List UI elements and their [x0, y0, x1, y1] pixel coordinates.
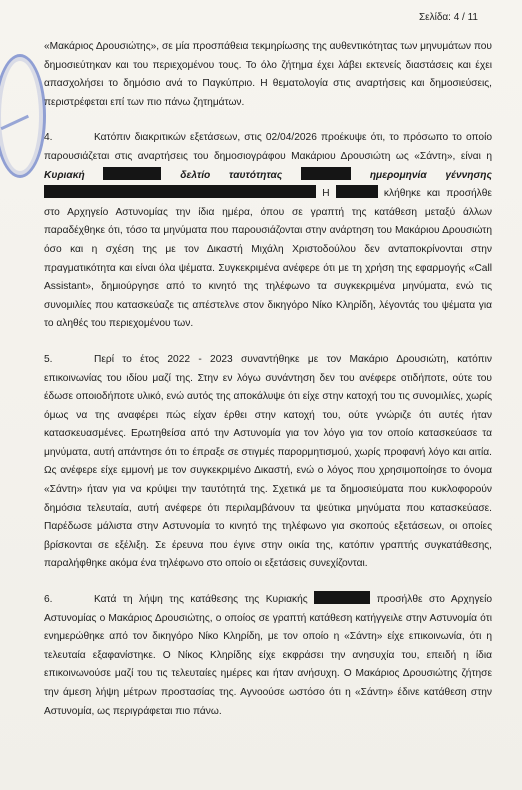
- redaction-block: [301, 167, 351, 180]
- paragraph-number: 4.: [44, 132, 53, 144]
- paragraph-4-text-a: Κατόπιν διακριτικών εξετάσεων, στις 02/04/2026 προέκυψε ότι, το πρόσωπο το οποίο παρουσιάζεται στις αναρτήσεις του δημοσιογράφου Μακάριου Δρουσιώτη ως «Σάντη», είναι η: [44, 132, 492, 162]
- paragraph-5: [44, 351, 492, 574]
- paragraph-intro: [44, 38, 492, 112]
- redaction-block: [44, 185, 316, 198]
- paragraph-4-text-f: κλήθηκε και προσήλθε στο Αρχηγείο Αστυνομίας την ίδια ημέρα, όπου σε γραπτή της κατάθεση μεταξύ άλλων παραδέχθηκε ότι, τόσο τα μηνύματα που παρουσιάζονται στην ανάρτηση του Μακάριου Δρουσιώτη όσο και η σχέση της με τον Δικαστή Μιχάλη Χριστοδούλου δεν ανταποκρίνονται στην πραγματικότητα και είναι όλα ψέματα. Συγκεκριμένα ανέφερε ότι με τη χρήση της εφαρμογής «Call Assistant», δημιούργησε από το κινητό της τηλέφωνο τα συγκεκριμένα μηνύματα, ενώ τις συνομιλίες που κατασκεύαζε τις απέστελνε στον δικηγόρο Νίκο Κληρίδη, λέγοντάς του ψέματα για το αληθές του περιεχομένου των.: [44, 188, 492, 330]
- paragraph-6-text-b: προσήλθε στο Αρχηγείο Αστυνομίας ο Μακάριος Δρουσιώτης, ο οποίος σε γραπτή κατάθεση κατήγγειλε στην Αστυνομία ότι ενημερώθηκε από τον δικηγόρο Νίκο Κληρίδη, με τον οποίο η «Σάντη» είχε επικοινωνία, ότι η τελευταία εξαφανίστηκε. Ο Νίκος Κληρίδης είχε εκφράσει την ανησυχία του, επειδή η ίδια επικοινωνούσε μαζί του τις τελευταίες ημέρες και ήταν ανήσυχη. Ο Μακάριος Δρουσιώτης ζήτησε την άμεση λήψη μέτρων προστασίας της. Αγνοούσε ωστόσο ότι η «Σάντη» έδινε κατάθεση στην Αστυνομία, ως περιγράφεται πιο πάνω.: [44, 594, 493, 717]
- id-card-label: δελτίο ταυτότητας: [180, 169, 283, 181]
- redaction-block: [336, 185, 378, 198]
- paragraph-4-text-e: Η: [322, 188, 330, 200]
- paragraph-6: [44, 591, 492, 721]
- paragraph-number: 6.: [44, 594, 53, 606]
- paragraph-6-text-a: Κατά τη λήψη της κατάθεσης της Κυριακής: [94, 594, 315, 606]
- document-body: [44, 38, 492, 721]
- name-kyriaki: Κυριακή: [44, 169, 85, 181]
- redaction-block: [103, 167, 161, 180]
- paragraph-intro-text: «Μακάριος Δρουσιώτης», σε μία προσπάθεια τεκμηρίωσης της αυθεντικότητας των μηνυμάτων που δημοσιεύτηκαν και του περιεχομένου τους. Το όλο ζήτημα έχει λάβει εκτενείς διαστάσεις και έχει απασχολήσει το δημόσιο ανά το Παγκύπριο. Η θεματολογία στις αναρτήσεις και δημοσιεύσεις, περιστρέφεται επί των πιο πάνω ζητημάτων.: [44, 41, 492, 108]
- paragraph-number: 5.: [44, 353, 53, 365]
- redaction-block: [314, 591, 370, 604]
- page-number: Σελίδα: 4 / 11: [418, 12, 478, 23]
- paragraph-5-text: Περί το έτος 2022 - 2023 συναντήθηκε με τον Μακάριο Δρουσιώτη, κατόπιν επικοινωνίας του ιδίου μαζί της. Στην εν λόγω συνάντηση δεν του ανέφερε οτιδήποτε, ούτε του έδωσε οποιοδήποτε υλικό, ενώ αυτός της αποκάλυψε ότι είχε στην κατοχή του τις συνομιλίες, χωρίς όμως να της αναφέρει πώς είχαν έρθει στην κατοχή του, ούτε γνώριζε ότι αυτές ήταν κατασκευασμένες. Ερωτηθείσα από την Αστυνομία για τον λόγο για τον οποίο κατασκεύασε τα μηνύματα, αυτή απάντησε ότι το έπραξε σε στιγμές παρορμητισμού, χωρίς προφανή λόγο και αιτία. Ως ανέφερε είχε εμμονή με τον συγκεκριμένο Δικαστή, ενώ ο λόγος που χρησιμοποίησε το όνομα «Σάντη» ήταν για να κρύψει την ταυτότητά της. Σχετικά με τα δημοσιεύματα που κυκλοφορούν δημόσια τελευταία, αυτή ανέφερε ότι περιλαμβάνουν τα ψεύτικα μηνύματα που κατασκεύασε. Παρέδωσε μάλιστα στην Αστυνομία το κινητό της τηλέφωνο για σκοπούς εξετάσεων, οι οποίες βρίσκονται σε εξέλιξη. Σε έρευνα που έγινε στην οικία της, κατόπιν γραπτής συγκατάθεσης, παραλήφθηκε ακόμα ένα τηλέφωνο στο οποίο οι εξετάσεις συνεχίζονται.: [44, 353, 492, 570]
- paragraph-4: [44, 129, 492, 334]
- birth-date-label: ημερομηνία γέννησης: [369, 169, 492, 181]
